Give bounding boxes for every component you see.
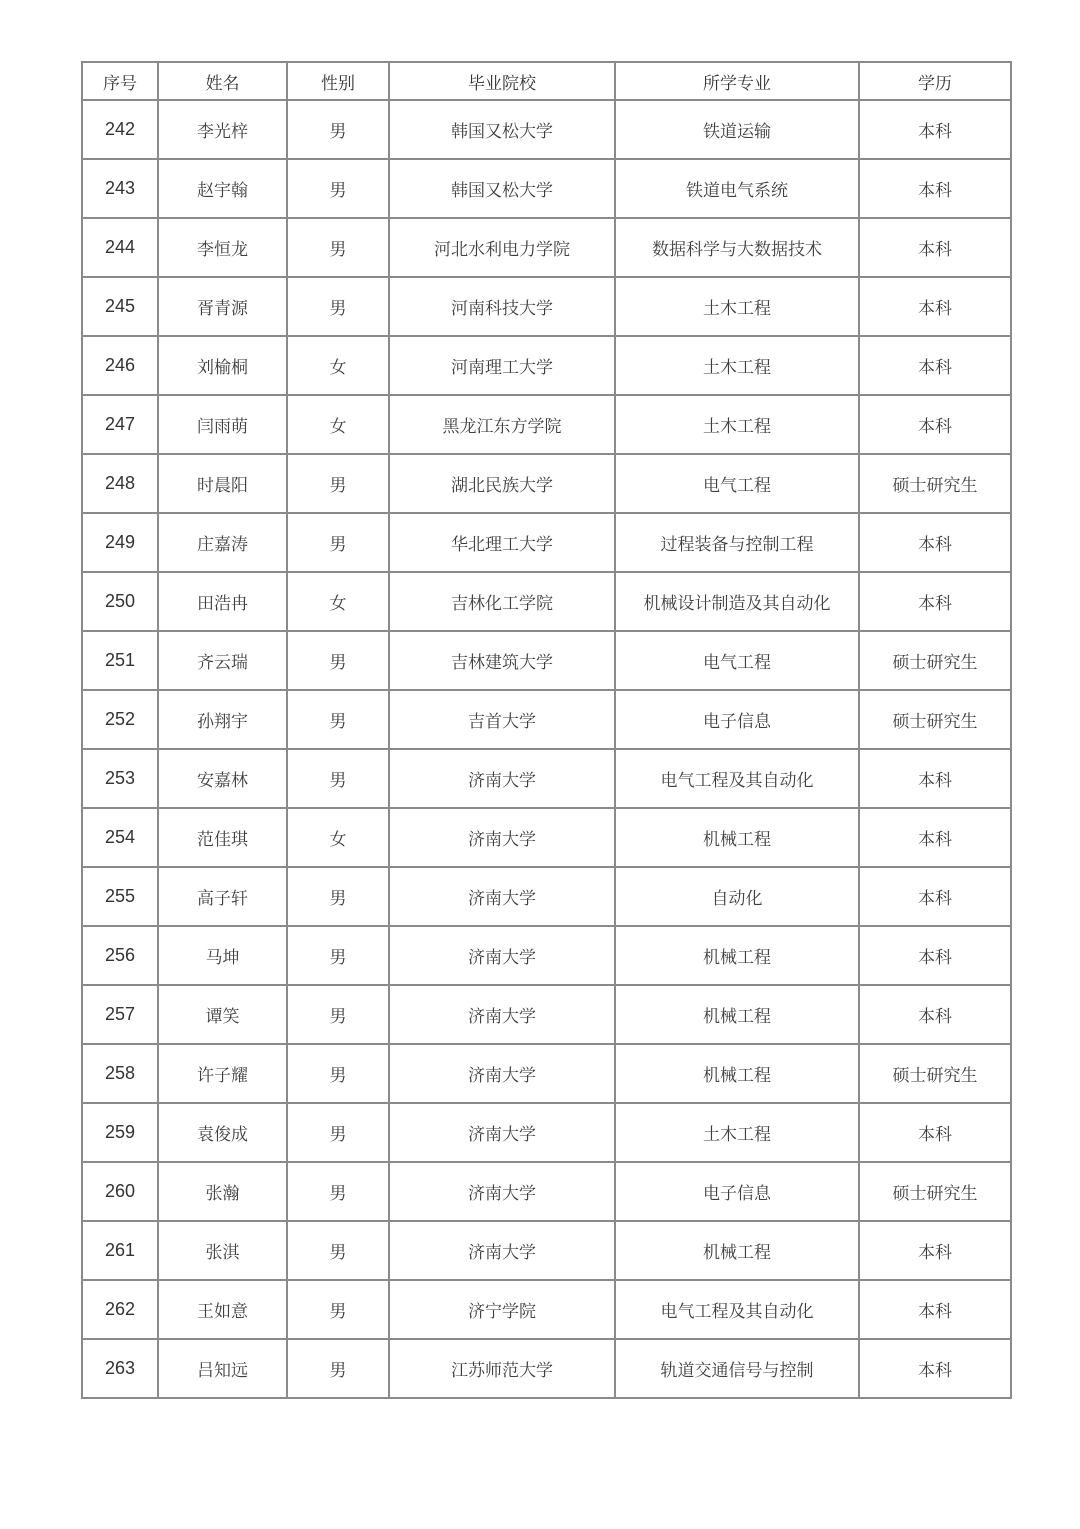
cell-seq: 252 — [82, 690, 158, 749]
cell-degree: 本科 — [859, 100, 1011, 159]
cell-name: 王如意 — [158, 1280, 287, 1339]
cell-seq: 253 — [82, 749, 158, 808]
table-row — [82, 1221, 1011, 1280]
cell-name: 高子轩 — [158, 867, 287, 926]
cell-major: 电气工程 — [615, 631, 859, 690]
cell-gender: 男 — [287, 926, 389, 985]
cell-degree: 本科 — [859, 985, 1011, 1044]
cell-gender: 男 — [287, 277, 389, 336]
cell-degree: 本科 — [859, 395, 1011, 454]
table-row — [82, 749, 1011, 808]
cell-degree: 本科 — [859, 808, 1011, 867]
cell-major: 机械工程 — [615, 926, 859, 985]
header-seq: 序号 — [82, 62, 158, 100]
cell-gender: 女 — [287, 395, 389, 454]
table-row — [82, 218, 1011, 277]
cell-major: 过程装备与控制工程 — [615, 513, 859, 572]
cell-name: 刘榆桐 — [158, 336, 287, 395]
cell-gender: 男 — [287, 159, 389, 218]
cell-seq: 259 — [82, 1103, 158, 1162]
roster-sheet — [81, 61, 1010, 1399]
cell-gender: 男 — [287, 1221, 389, 1280]
cell-seq: 243 — [82, 159, 158, 218]
cell-seq: 242 — [82, 100, 158, 159]
table-header — [82, 62, 1011, 100]
cell-school: 江苏师范大学 — [389, 1339, 615, 1398]
cell-gender: 男 — [287, 631, 389, 690]
header-row — [82, 62, 1011, 100]
cell-name: 谭笑 — [158, 985, 287, 1044]
cell-gender: 女 — [287, 572, 389, 631]
cell-degree: 本科 — [859, 336, 1011, 395]
cell-seq: 245 — [82, 277, 158, 336]
cell-gender: 男 — [287, 985, 389, 1044]
cell-major: 土木工程 — [615, 395, 859, 454]
cell-major: 土木工程 — [615, 336, 859, 395]
cell-name: 孙翔宇 — [158, 690, 287, 749]
cell-degree: 本科 — [859, 277, 1011, 336]
cell-gender: 男 — [287, 1044, 389, 1103]
cell-major: 机械设计制造及其自动化 — [615, 572, 859, 631]
cell-seq: 261 — [82, 1221, 158, 1280]
cell-school: 黑龙江东方学院 — [389, 395, 615, 454]
cell-seq: 248 — [82, 454, 158, 513]
cell-major: 电气工程 — [615, 454, 859, 513]
cell-school: 济南大学 — [389, 926, 615, 985]
cell-school: 济南大学 — [389, 1103, 615, 1162]
cell-seq: 260 — [82, 1162, 158, 1221]
cell-school: 韩国又松大学 — [389, 100, 615, 159]
cell-seq: 258 — [82, 1044, 158, 1103]
cell-name: 袁俊成 — [158, 1103, 287, 1162]
cell-name: 胥青源 — [158, 277, 287, 336]
header-gender: 性别 — [287, 62, 389, 100]
cell-seq: 246 — [82, 336, 158, 395]
cell-degree: 硕士研究生 — [859, 690, 1011, 749]
table-row — [82, 159, 1011, 218]
table-row — [82, 1044, 1011, 1103]
table-row — [82, 277, 1011, 336]
cell-degree: 本科 — [859, 218, 1011, 277]
cell-degree: 本科 — [859, 513, 1011, 572]
cell-degree: 本科 — [859, 572, 1011, 631]
cell-degree: 本科 — [859, 1221, 1011, 1280]
cell-school: 韩国又松大学 — [389, 159, 615, 218]
cell-major: 机械工程 — [615, 808, 859, 867]
cell-gender: 男 — [287, 454, 389, 513]
cell-school: 河南科技大学 — [389, 277, 615, 336]
table-row — [82, 1103, 1011, 1162]
cell-degree: 本科 — [859, 749, 1011, 808]
cell-degree: 硕士研究生 — [859, 1162, 1011, 1221]
cell-degree: 本科 — [859, 1103, 1011, 1162]
cell-name: 吕知远 — [158, 1339, 287, 1398]
cell-major: 电子信息 — [615, 690, 859, 749]
cell-major: 数据科学与大数据技术 — [615, 218, 859, 277]
cell-seq: 257 — [82, 985, 158, 1044]
table-row — [82, 1339, 1011, 1398]
cell-seq: 250 — [82, 572, 158, 631]
cell-major: 土木工程 — [615, 1103, 859, 1162]
cell-gender: 男 — [287, 1339, 389, 1398]
cell-school: 吉林化工学院 — [389, 572, 615, 631]
cell-name: 时晨阳 — [158, 454, 287, 513]
cell-major: 自动化 — [615, 867, 859, 926]
header-major: 所学专业 — [615, 62, 859, 100]
table-row — [82, 336, 1011, 395]
cell-name: 马坤 — [158, 926, 287, 985]
cell-gender: 男 — [287, 867, 389, 926]
cell-name: 许子耀 — [158, 1044, 287, 1103]
cell-seq: 255 — [82, 867, 158, 926]
cell-degree: 本科 — [859, 926, 1011, 985]
cell-major: 电气工程及其自动化 — [615, 1280, 859, 1339]
table-row — [82, 867, 1011, 926]
table-row — [82, 513, 1011, 572]
cell-school: 济南大学 — [389, 1044, 615, 1103]
table-row — [82, 926, 1011, 985]
cell-degree: 硕士研究生 — [859, 454, 1011, 513]
cell-seq: 247 — [82, 395, 158, 454]
table-row — [82, 395, 1011, 454]
table-row — [82, 985, 1011, 1044]
cell-degree: 硕士研究生 — [859, 631, 1011, 690]
cell-seq: 244 — [82, 218, 158, 277]
cell-seq: 254 — [82, 808, 158, 867]
table-row — [82, 631, 1011, 690]
cell-major: 机械工程 — [615, 1221, 859, 1280]
cell-major: 铁道运输 — [615, 100, 859, 159]
cell-seq: 256 — [82, 926, 158, 985]
cell-major: 轨道交通信号与控制 — [615, 1339, 859, 1398]
cell-school: 济南大学 — [389, 1221, 615, 1280]
table-body — [82, 100, 1011, 1398]
cell-gender: 男 — [287, 1103, 389, 1162]
cell-name: 庄嘉涛 — [158, 513, 287, 572]
cell-gender: 女 — [287, 808, 389, 867]
cell-name: 李光梓 — [158, 100, 287, 159]
cell-seq: 251 — [82, 631, 158, 690]
cell-major: 铁道电气系统 — [615, 159, 859, 218]
cell-degree: 本科 — [859, 867, 1011, 926]
cell-school: 河北水利电力学院 — [389, 218, 615, 277]
cell-school: 湖北民族大学 — [389, 454, 615, 513]
table-row — [82, 572, 1011, 631]
cell-degree: 本科 — [859, 1280, 1011, 1339]
cell-gender: 男 — [287, 1280, 389, 1339]
cell-name: 闫雨萌 — [158, 395, 287, 454]
roster-table — [81, 61, 1012, 1399]
cell-seq: 263 — [82, 1339, 158, 1398]
cell-major: 电气工程及其自动化 — [615, 749, 859, 808]
cell-degree: 本科 — [859, 159, 1011, 218]
cell-school: 济南大学 — [389, 1162, 615, 1221]
cell-seq: 249 — [82, 513, 158, 572]
cell-name: 安嘉林 — [158, 749, 287, 808]
cell-major: 电子信息 — [615, 1162, 859, 1221]
table-row — [82, 100, 1011, 159]
header-school: 毕业院校 — [389, 62, 615, 100]
cell-name: 张瀚 — [158, 1162, 287, 1221]
table-row — [82, 690, 1011, 749]
cell-gender: 男 — [287, 100, 389, 159]
table-row — [82, 1280, 1011, 1339]
cell-gender: 男 — [287, 218, 389, 277]
cell-name: 赵宇翰 — [158, 159, 287, 218]
cell-school: 吉林建筑大学 — [389, 631, 615, 690]
cell-seq: 262 — [82, 1280, 158, 1339]
cell-gender: 女 — [287, 336, 389, 395]
cell-school: 济南大学 — [389, 985, 615, 1044]
cell-name: 李恒龙 — [158, 218, 287, 277]
cell-gender: 男 — [287, 513, 389, 572]
cell-school: 华北理工大学 — [389, 513, 615, 572]
cell-gender: 男 — [287, 1162, 389, 1221]
cell-gender: 男 — [287, 749, 389, 808]
cell-name: 张淇 — [158, 1221, 287, 1280]
header-name: 姓名 — [158, 62, 287, 100]
cell-name: 齐云瑞 — [158, 631, 287, 690]
cell-name: 范佳琪 — [158, 808, 287, 867]
cell-school: 济宁学院 — [389, 1280, 615, 1339]
cell-degree: 硕士研究生 — [859, 1044, 1011, 1103]
cell-name: 田浩冉 — [158, 572, 287, 631]
cell-school: 济南大学 — [389, 867, 615, 926]
cell-major: 土木工程 — [615, 277, 859, 336]
cell-school: 吉首大学 — [389, 690, 615, 749]
cell-school: 济南大学 — [389, 808, 615, 867]
cell-major: 机械工程 — [615, 985, 859, 1044]
table-row — [82, 1162, 1011, 1221]
cell-gender: 男 — [287, 690, 389, 749]
cell-school: 河南理工大学 — [389, 336, 615, 395]
header-degree: 学历 — [859, 62, 1011, 100]
cell-major: 机械工程 — [615, 1044, 859, 1103]
table-row — [82, 454, 1011, 513]
cell-degree: 本科 — [859, 1339, 1011, 1398]
cell-school: 济南大学 — [389, 749, 615, 808]
table-row — [82, 808, 1011, 867]
